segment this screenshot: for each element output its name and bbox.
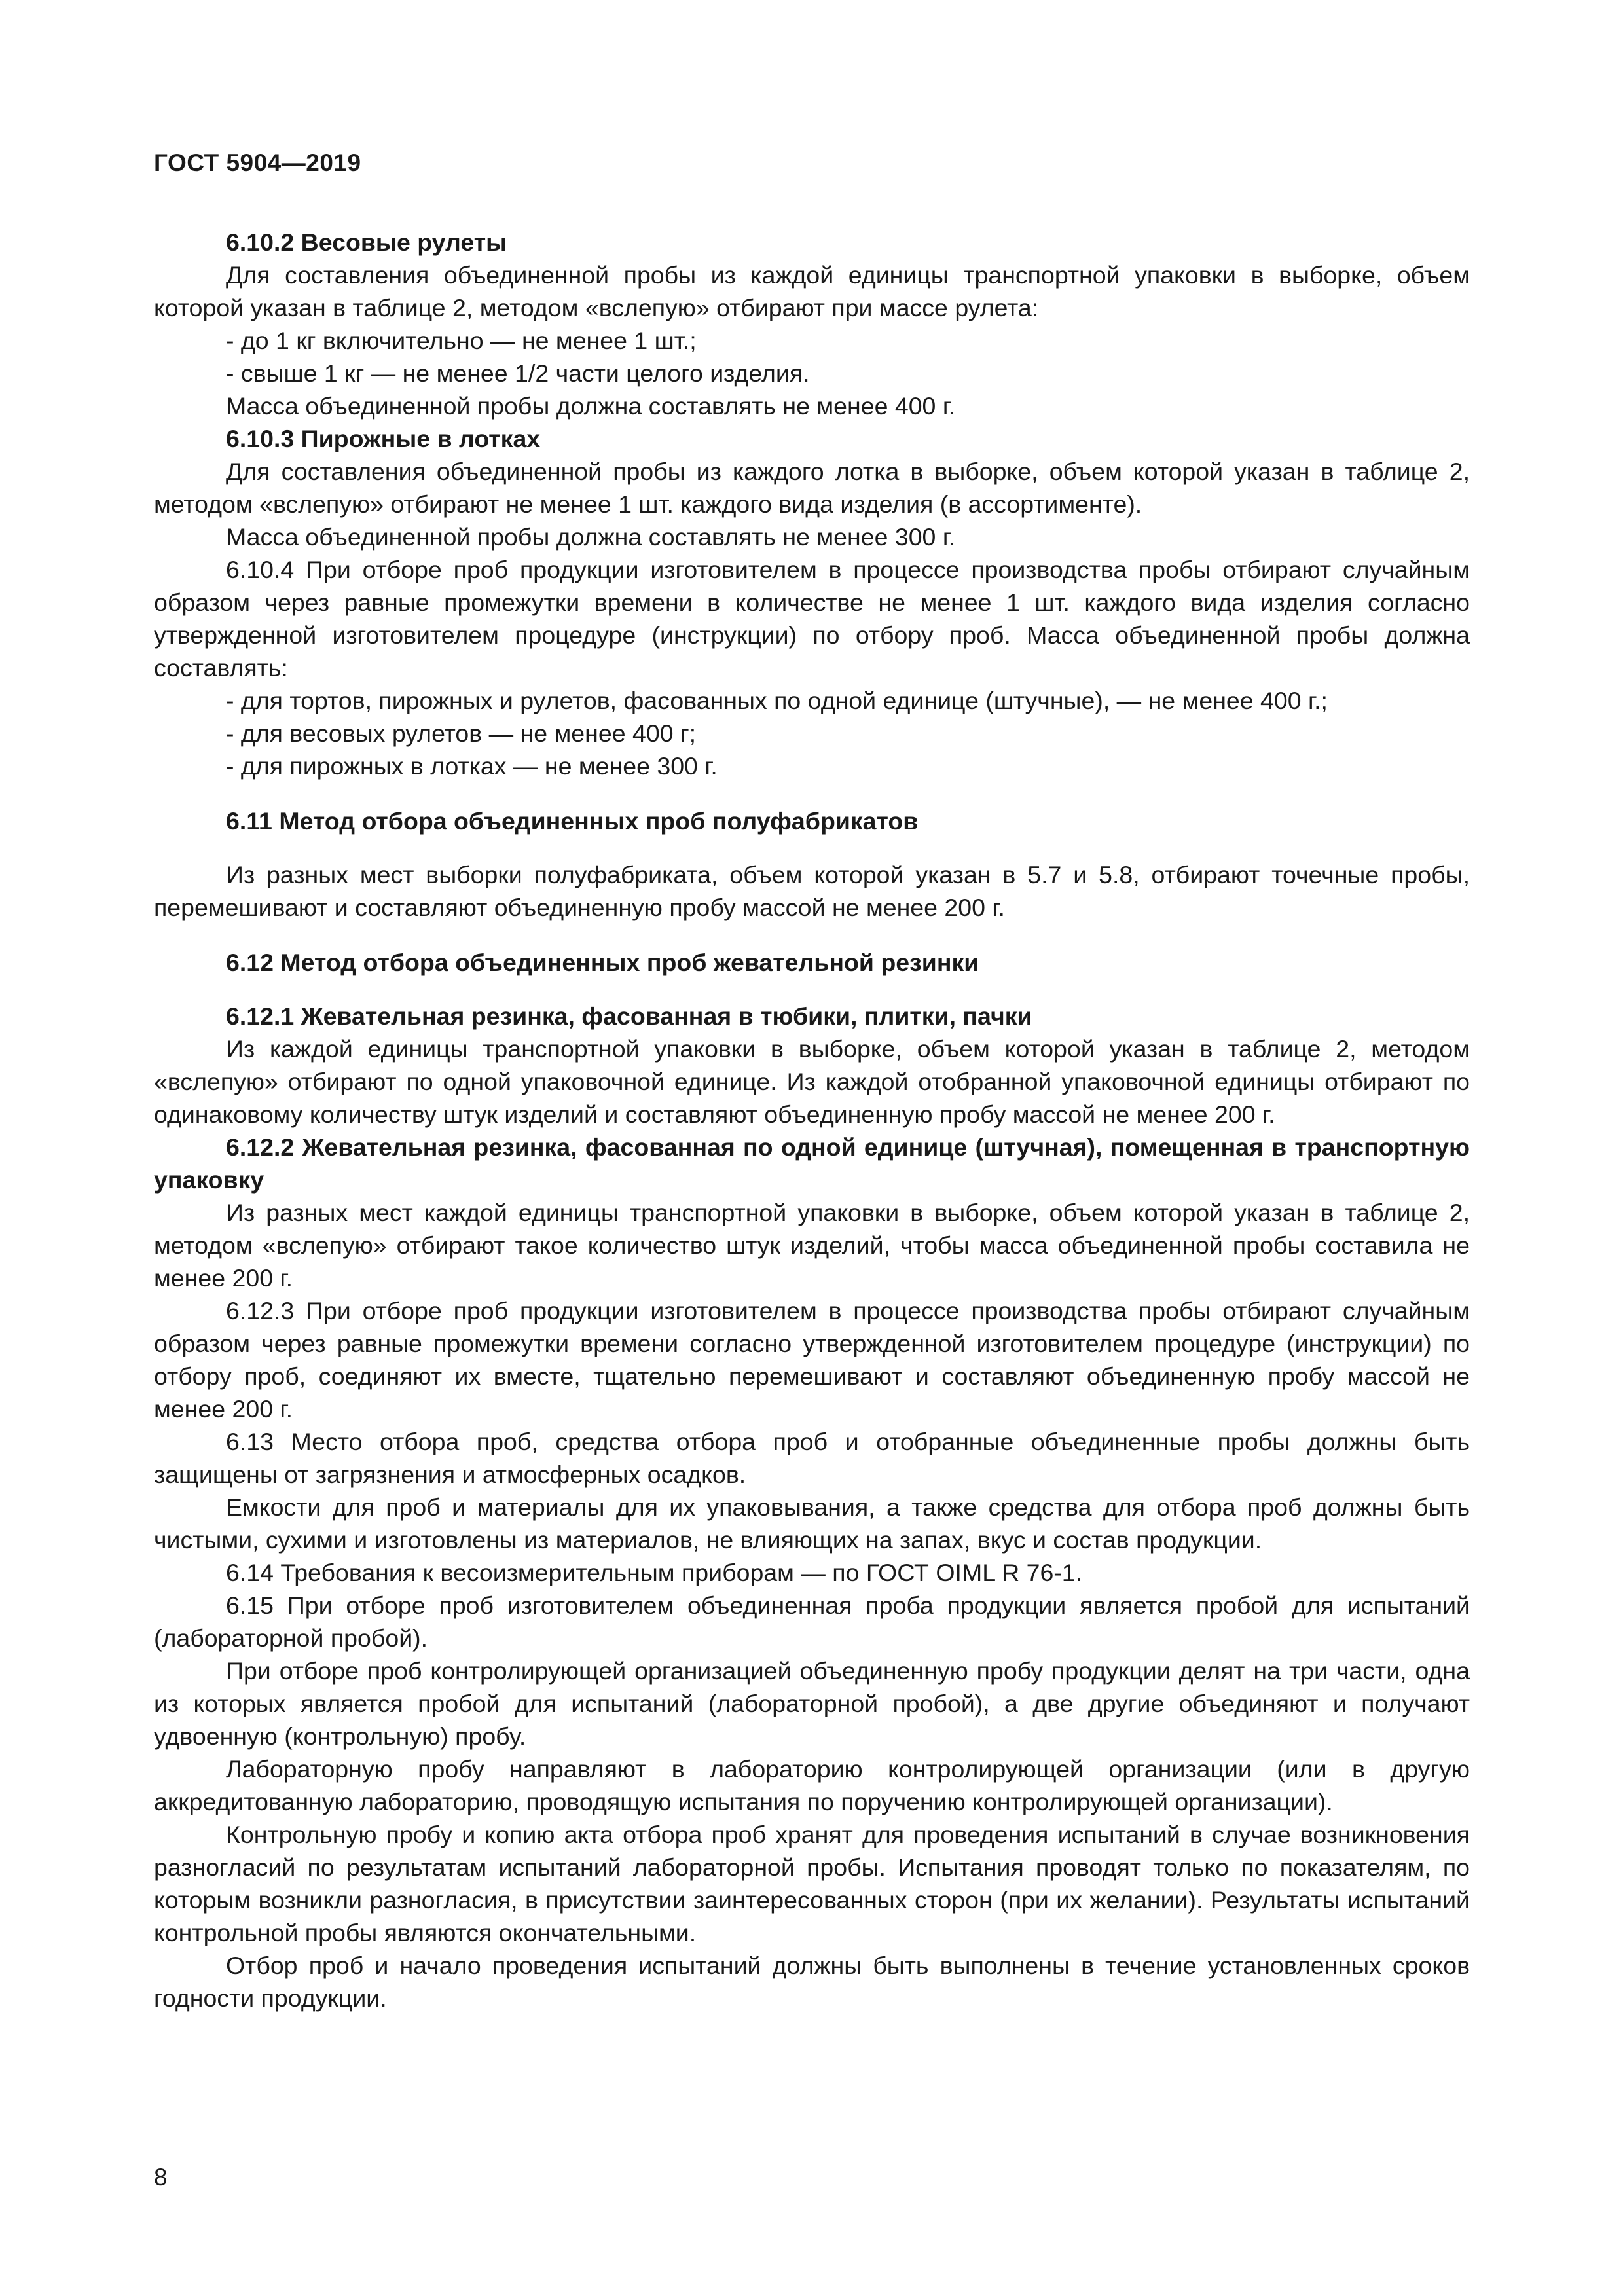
subsection-title-6-10-2: 6.10.2 Весовые рулеты: [226, 228, 507, 256]
subsection-title-6-10-3: 6.10.3 Пирожные в лотках: [226, 425, 541, 452]
paragraph: Масса объединенной пробы должна составлять не менее 300 г.: [226, 523, 956, 551]
paragraph: Для составления объединенной пробы из каждой единицы транспортной упаковки в выборке, объем которой указан в таблице 2, методом «вслепую» отбирают при массе рулета:: [154, 261, 1470, 321]
paragraph: Отбор проб и начало проведения испытаний должны быть выполнены в течение установленных сроков годности продукции.: [154, 1952, 1470, 2012]
paragraph: 6.15 При отборе проб изготовителем объединенная проба продукции является пробой для испытаний (лабораторной пробой).: [154, 1592, 1470, 1652]
paragraph: Из разных мест выборки полуфабриката, объем которой указан в 5.7 и 5.8, отбирают точечные пробы, перемешивают и составляют объединенную пробу массой не менее 200 г.: [154, 861, 1470, 921]
section-title-6-11: 6.11 Метод отбора объединенных проб полуфабрикатов: [226, 807, 919, 835]
document-body: [154, 226, 1470, 2014]
page-number: 8: [154, 2164, 168, 2191]
subsection-title-6-12-1: 6.12.1 Жевательная резинка, фасованная в тюбики, плитки, пачки: [226, 1002, 1032, 1030]
paragraph: 6.10.4 При отборе проб продукции изготовителем в процессе производства пробы отбирают случайным образом через равные промежутки времени в количестве не менее 1 шт. каждого вида изделия согласно утвержденной изготовителем процедуре (инструкции) по отбору проб. Масса объединенной пробы должна составлять:: [154, 556, 1470, 682]
paragraph: Из разных мест каждой единицы транспортной упаковки в выборке, объем которой указан в таблице 2, методом «вслепую» отбирают такое количество штук изделий, чтобы масса объединенной пробы составила не менее 200 г.: [154, 1199, 1470, 1292]
paragraph: Из каждой единицы транспортной упаковки в выборке, объем которой указан в таблице 2, методом «вслепую» отбирают по одной упаковочной единице. Из каждой отобранной упаковочной единицы отбирают по одинаковому количеству штук изделий и составляют объединенную пробу массой не менее 200 г.: [154, 1035, 1470, 1128]
paragraph: Масса объединенной пробы должна составлять не менее 400 г.: [226, 392, 956, 420]
paragraph: Емкости для проб и материалы для их упаковывания, а также средства для отбора проб должны быть чистыми, сухими и изготовлены из материалов, не влияющих на запах, вкус и состав продукции.: [154, 1493, 1470, 1554]
section-title-6-12: 6.12 Метод отбора объединенных проб жевательной резинки: [226, 949, 979, 976]
list-item: - для пирожных в лотках — не менее 300 г.: [226, 752, 718, 780]
paragraph: Лабораторную пробу направляют в лабораторию контролирующей организации (или в другую аккредитованную лабораторию, проводящую испытания по поручению контролирующей организации).: [154, 1755, 1470, 1815]
paragraph: 6.12.3 При отборе проб продукции изготовителем в процессе производства пробы отбирают случайным образом через равные промежутки времени согласно утвержденной изготовителем процедуре (инструкции) по отбору проб, соединяют их вместе, тщательно перемешивают и составляют объединенную пробу массой не менее 200 г.: [154, 1297, 1470, 1423]
paragraph: Контрольную пробу и копию акта отбора проб хранят для проведения испытаний в случае возникновения разногласий по результатам испытаний лабораторной пробы. Испытания проводят только по показателям, по которым возникли разногласия, в присутствии заинтересованных сторон (при их желании). Результаты испытаний контрольной пробы являются окончательными.: [154, 1821, 1470, 1946]
paragraph: Для составления объединенной пробы из каждого лотка в выборке, объем которой указан в таблице 2, методом «вслепую» отбирают не менее 1 шт. каждого вида изделия (в ассортименте).: [154, 458, 1470, 518]
list-item: - свыше 1 кг — не менее 1/2 части целого изделия.: [226, 359, 810, 387]
list-item: - до 1 кг включительно — не менее 1 шт.;: [226, 327, 697, 354]
document-page: [154, 0, 1470, 2296]
paragraph: При отборе проб контролирующей организацией объединенную пробу продукции делят на три части, одна из которых является пробой для испытаний (лабораторной пробой), а две другие объединяют и получают удвоенную (контрольную) пробу.: [154, 1657, 1470, 1750]
paragraph: 6.13 Место отбора проб, средства отбора проб и отобранные объединенные пробы должны быть защищены от загрязнения и атмосферных осадков.: [154, 1428, 1470, 1488]
standard-header: ГОСТ 5904—2019: [154, 149, 361, 176]
list-item: - для тортов, пирожных и рулетов, фасованных по одной единице (штучные), — не менее 400 г.;: [226, 687, 1328, 714]
subsection-title-6-12-2: 6.12.2 Жевательная резинка, фасованная по одной единице (штучная), помещенная в транспортную упаковку: [154, 1133, 1470, 1194]
list-item: - для весовых рулетов — не менее 400 г;: [226, 720, 697, 747]
paragraph: 6.14 Требования к весоизмерительным приборам — по ГОСТ OIML R 76-1.: [226, 1559, 1083, 1586]
